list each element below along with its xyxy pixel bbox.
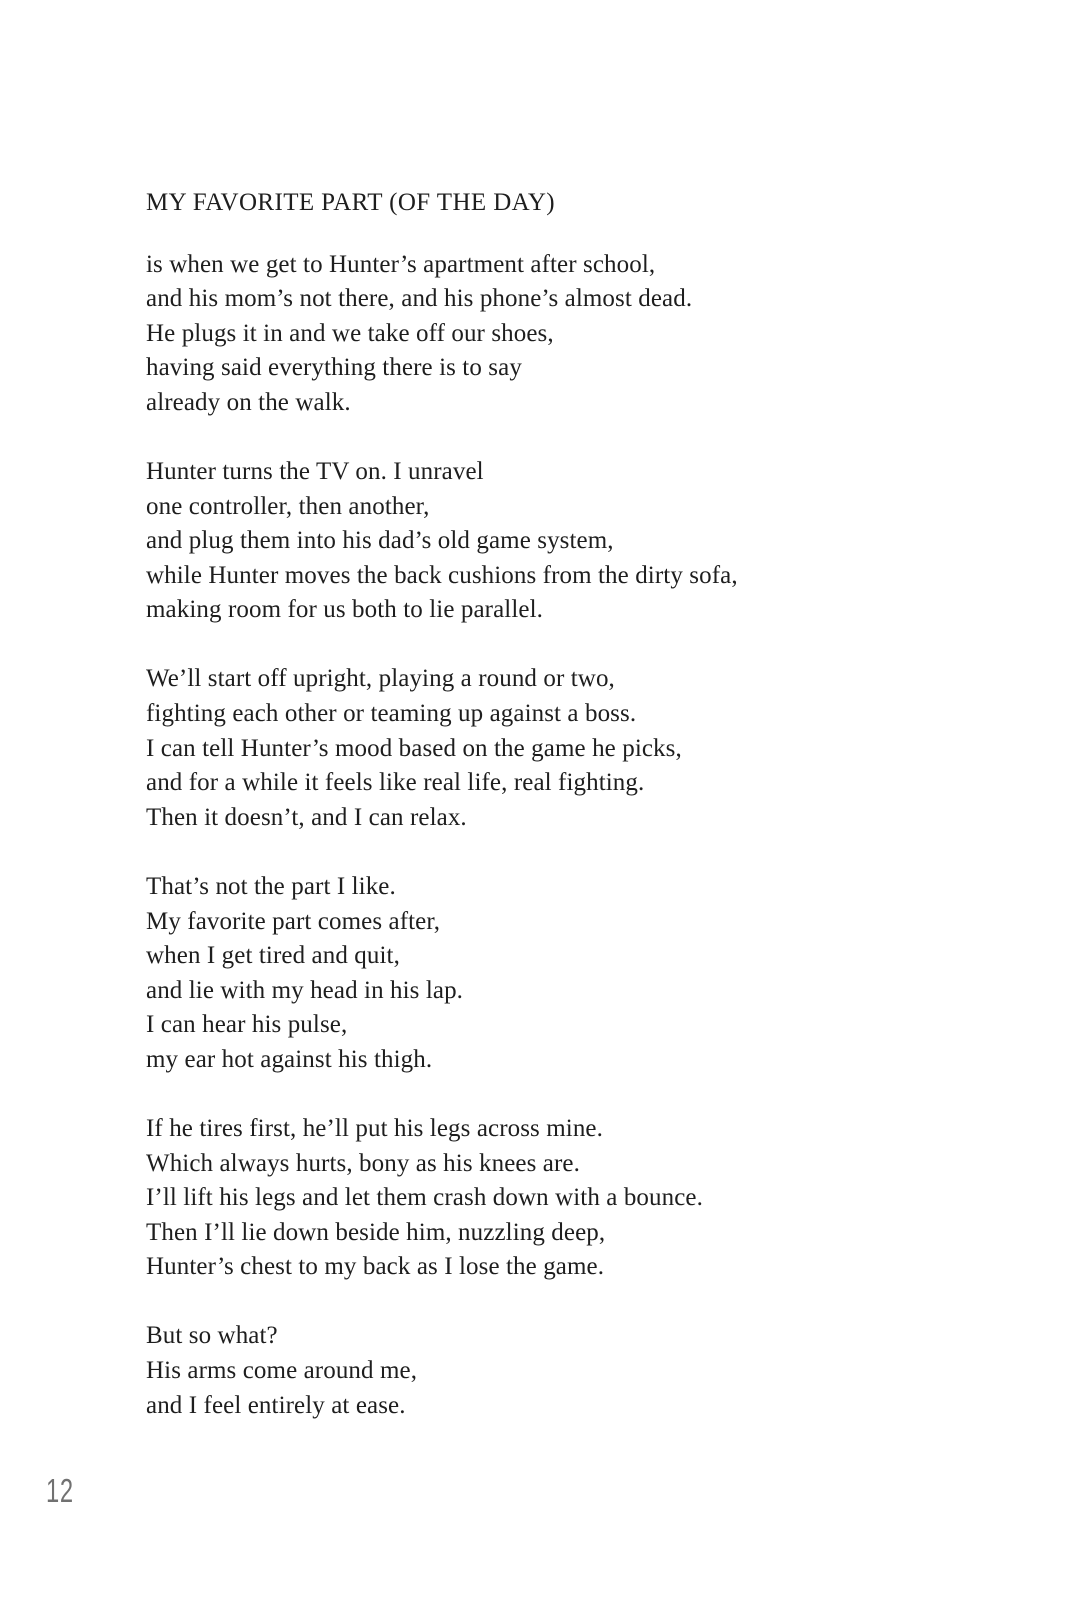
poem-line: But so what? [146,1322,278,1350]
poem-line: and his mom’s not there, and his phone’s almost dead. [146,285,693,313]
poem-line: having said everything there is to say [146,354,522,382]
poem-line: My favorite part comes after, [146,907,441,935]
poem-stanza [146,1112,926,1285]
poem-line: and for a while it feels like real life, real fighting. [146,769,645,797]
poem-line: If he tires first, he’ll put his legs across mine. [146,1114,603,1142]
poem-line: That’s not the part I like. [146,872,396,900]
poem-title: MY FAVORITE PART (OF THE DAY) [146,189,556,216]
poem-line: Hunter’s chest to my back as I lose the game. [146,1253,605,1281]
poem-line: We’ll start off upright, playing a round or two, [146,665,615,693]
poem-line: and lie with my head in his lap. [146,976,464,1004]
poem-line: I can hear his pulse, [146,1011,348,1039]
poem-stanza [146,870,926,1078]
poem-line: is when we get to Hunter’s apartment after school, [146,250,656,278]
poem-line: Which always hurts, bony as his knees are. [146,1149,580,1177]
poem-line: when I get tired and quit, [146,942,400,970]
poem-line: one controller, then another, [146,492,430,520]
poem-line: fighting each other or teaming up against a boss. [146,700,637,728]
poem-line: already on the walk. [146,388,351,416]
page-number: 12 [46,1472,74,1509]
poem-line: Then it doesn’t, and I can relax. [146,803,467,831]
poem-line: making room for us both to lie parallel. [146,596,543,624]
poem-content [146,186,926,1423]
poem-line: Hunter turns the TV on. I unravel [146,457,484,485]
poem-stanza [146,248,926,421]
poem-line: I can tell Hunter’s mood based on the game he picks, [146,734,682,762]
poem-stanza [146,1319,926,1423]
poem-line: I’ll lift his legs and let them crash down with a bounce. [146,1184,703,1212]
poem-body [146,248,926,1424]
poem-stanza [146,455,926,628]
poem-line: while Hunter moves the back cushions from the dirty sofa, [146,561,738,589]
poem-line: He plugs it in and we take off our shoes, [146,319,554,347]
poem-line: His arms come around me, [146,1357,418,1385]
poem-line: and plug them into his dad’s old game system, [146,527,614,555]
poem-line: my ear hot against his thigh. [146,1045,433,1073]
poem-line: and I feel entirely at ease. [146,1391,406,1419]
poem-line: Then I’ll lie down beside him, nuzzling deep, [146,1218,606,1246]
poem-stanza [146,662,926,835]
